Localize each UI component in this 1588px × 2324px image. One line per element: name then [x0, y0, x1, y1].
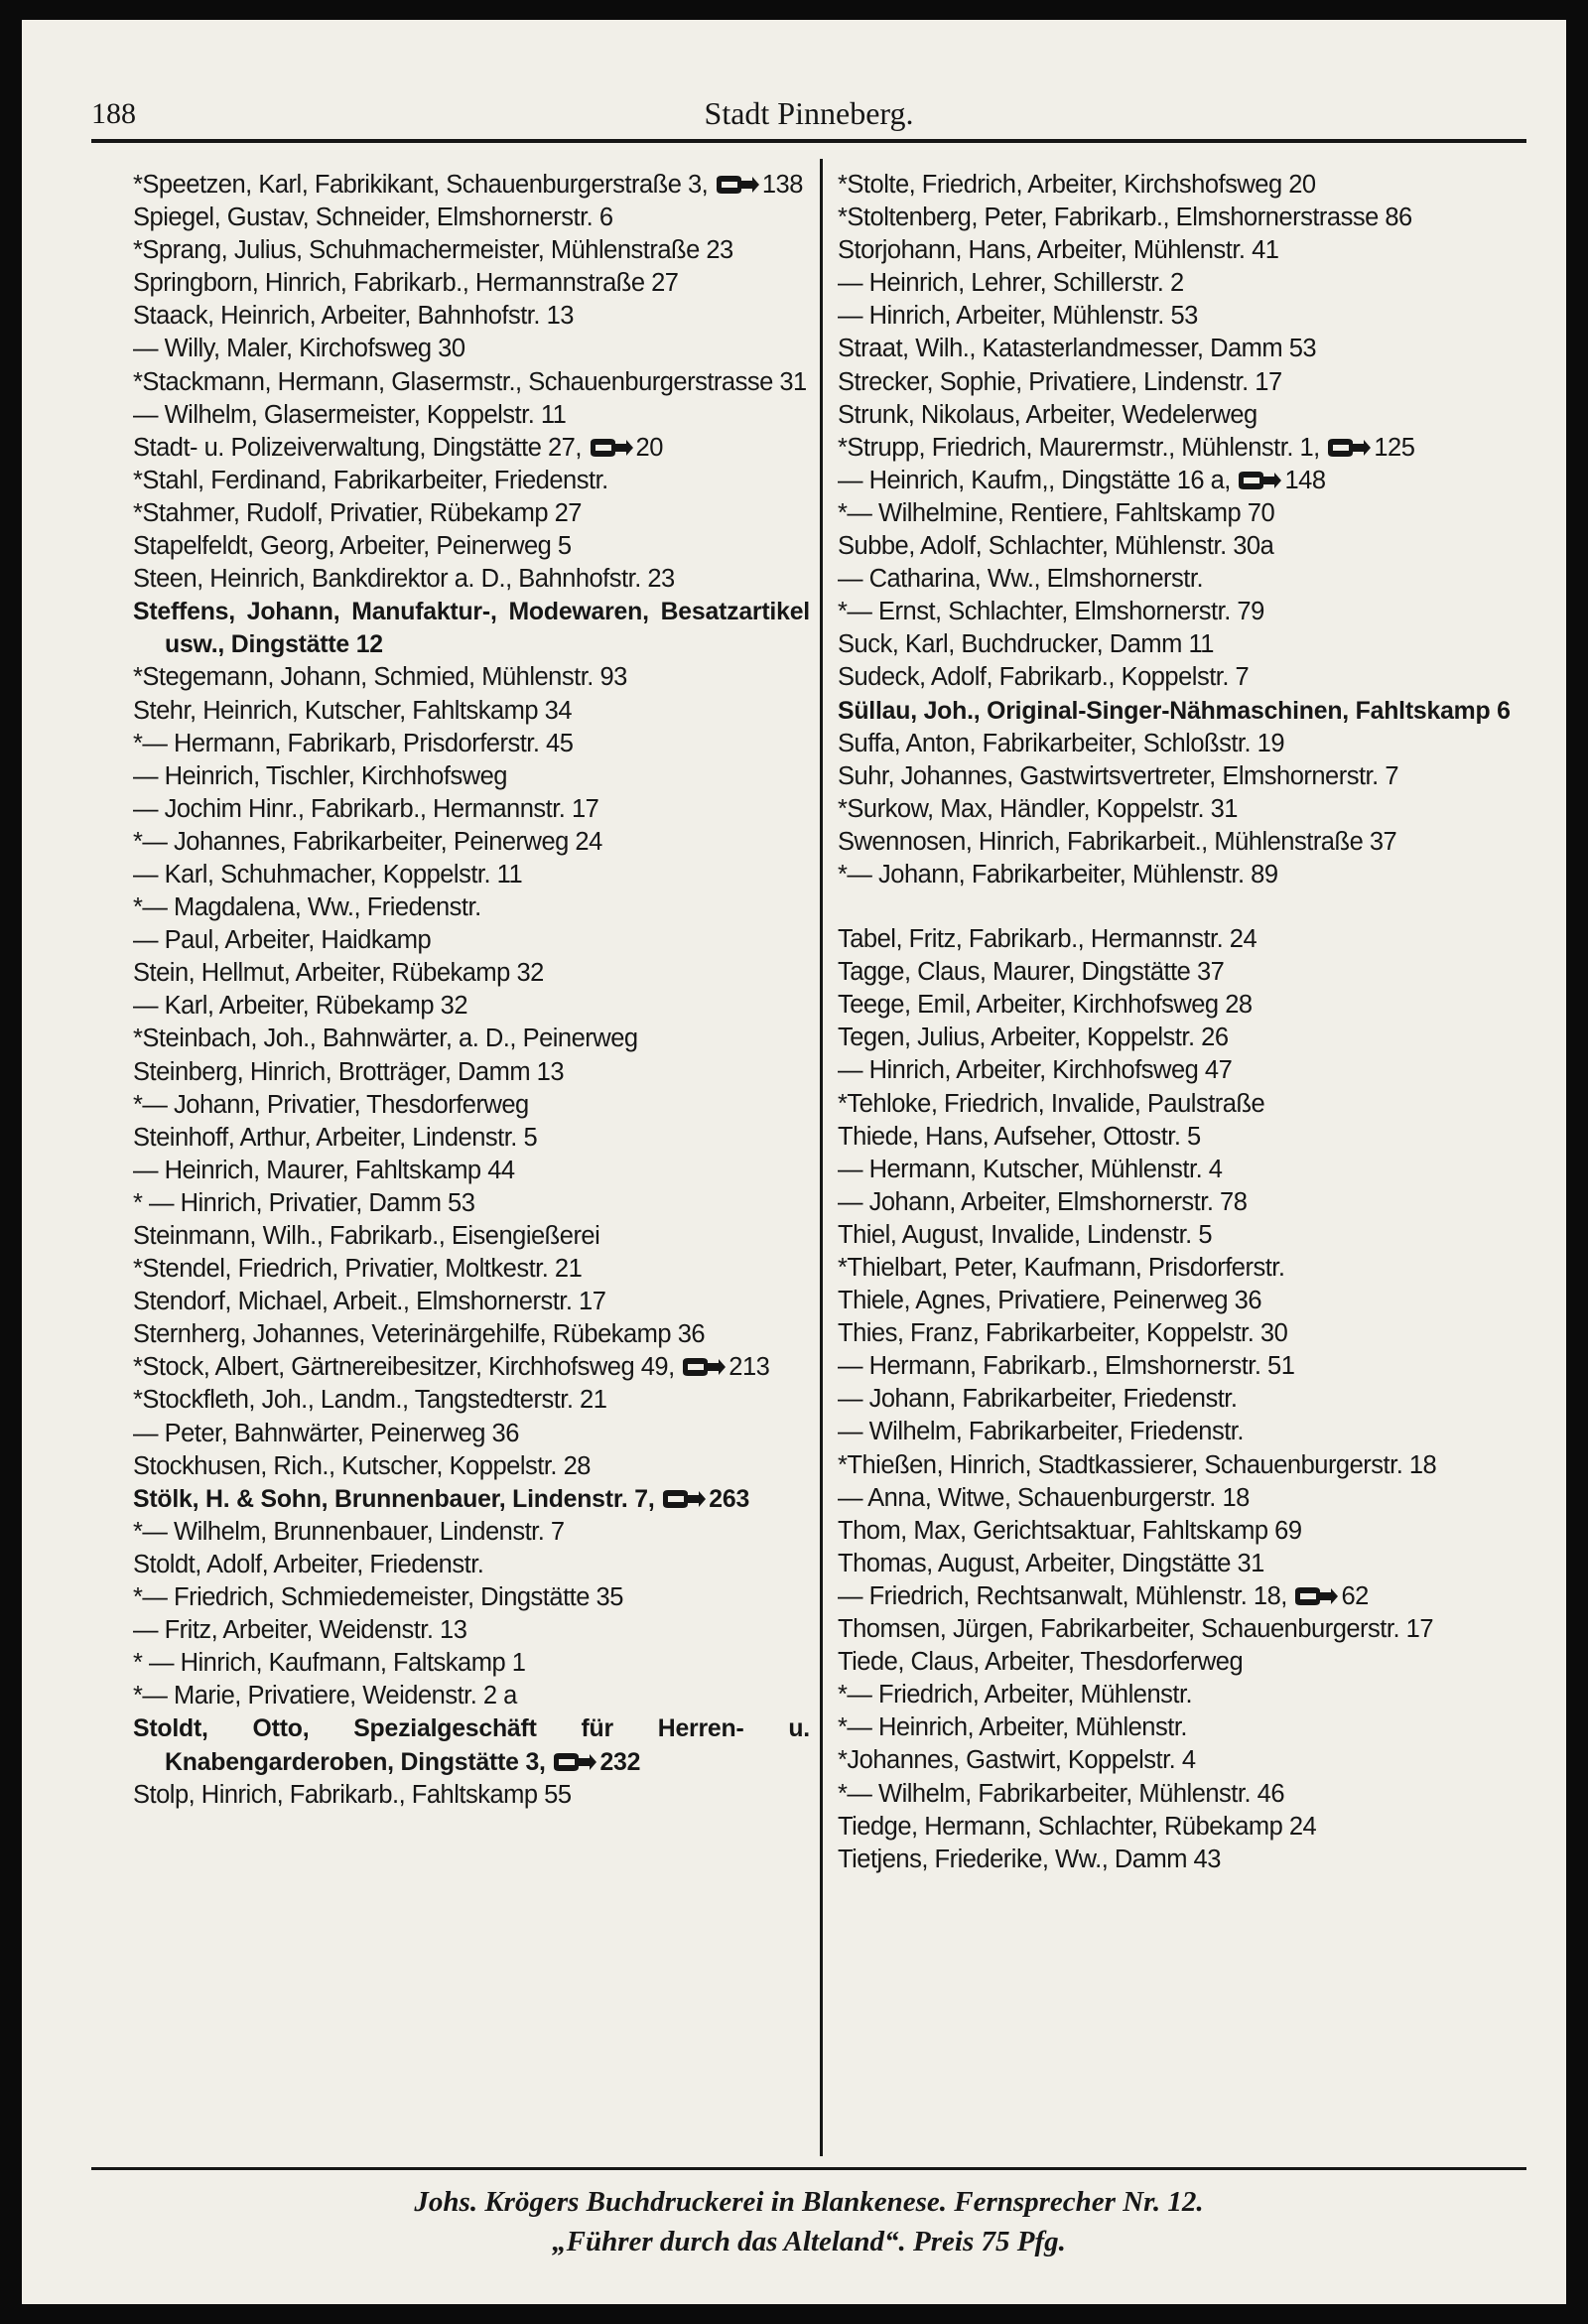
directory-entry: [133, 1023, 810, 1055]
entry-text: — Heinrich, Tischler, Kirchhofsweg: [133, 761, 507, 790]
directory-entry: [838, 169, 1522, 202]
footer-advertisement: Johs. Krögers Buchdruckerei in Blankenese. Fernsprecher Nr. 12.: [414, 2186, 1204, 2218]
directory-entry: [838, 1416, 1522, 1448]
entry-text: *Steinbach, Joh., Bahnwärter, a. D., Peinerweg: [133, 1025, 638, 1053]
entry-text: — Peter, Bahnwärter, Peinerweg 36: [133, 1419, 519, 1447]
entry-text: *— Friedrich, Arbeiter, Mühlenstr.: [838, 1681, 1193, 1709]
right-entries: [838, 169, 1522, 1876]
entry-text: *— Johannes, Fabrikarbeiter, Peinerweg 24: [133, 827, 602, 856]
entry-text: Storjohann, Hans, Arbeiter, Mühlenstr. 41: [838, 236, 1279, 265]
directory-entry: [133, 990, 810, 1023]
directory-entry: [133, 1418, 810, 1450]
telephone-hand-pointer-icon: [681, 1356, 727, 1378]
directory-entry: [838, 1219, 1522, 1252]
telephone-hand-pointer-icon: [1237, 470, 1282, 491]
entry-text: Sudeck, Adolf, Fabrikarb., Koppelstr. 7: [838, 663, 1250, 692]
footer-rule: [91, 2167, 1526, 2170]
entry-text: Straat, Wilh., Katasterlandmesser, Damm 53: [838, 335, 1317, 363]
directory-entry: [133, 728, 810, 760]
entry-text: Springborn, Hinrich, Fabrikarb., Hermannstraße 27: [133, 269, 679, 298]
directory-entry: [133, 497, 810, 530]
entry-text: — Catharina, Ww., Elmshornerstr.: [838, 565, 1204, 594]
phone-number: 213: [728, 1353, 770, 1382]
directory-entry: [133, 1056, 810, 1089]
directory-entry: [838, 1744, 1522, 1777]
entry-text: — Anna, Witwe, Schauenburgerstr. 18: [838, 1483, 1250, 1512]
directory-entry: [133, 1253, 810, 1286]
entry-text: — Hinrich, Arbeiter, Kirchhofsweg 47: [838, 1056, 1233, 1085]
directory-entry: [838, 202, 1522, 234]
entry-text: *Stoltenberg, Peter, Fabrikarb., Elmshornerstrasse 86: [838, 204, 1412, 232]
entry-text: Suffa, Anton, Fabrikarbeiter, Schloßstr. 19: [838, 729, 1285, 757]
directory-entry: [838, 1317, 1522, 1350]
entry-text: Steinberg, Hinrich, Brotträger, Damm 13: [133, 1057, 565, 1086]
right-column: [838, 169, 1522, 2154]
entry-text: — Friedrich, Rechtsanwalt, Mühlenstr. 18,: [838, 1581, 1287, 1610]
entry-text: *Stegemann, Johann, Schmied, Mühlenstr. 93: [133, 663, 627, 692]
directory-entry: [838, 1383, 1522, 1416]
entry-text: *— Heinrich, Arbeiter, Mühlenstr.: [838, 1713, 1187, 1742]
entry-text: *— Hermann, Fabrikarb, Prisdorferstr. 45: [133, 729, 574, 757]
directory-entry: [838, 366, 1522, 399]
entry-text: Thom, Max, Gerichtsaktuar, Fahltskamp 69: [838, 1516, 1302, 1545]
entry-text: — Hermann, Fabrikarb., Elmshornerstr. 51: [838, 1352, 1295, 1381]
directory-entry: [133, 1614, 810, 1647]
directory-entry: [838, 628, 1522, 661]
telephone-hand-pointer-icon: [661, 1488, 707, 1510]
entry-text: — Heinrich, Maurer, Fahltskamp 44: [133, 1156, 515, 1184]
directory-entry: [838, 300, 1522, 333]
entry-text: *Thießen, Hinrich, Stadtkassierer, Schauenburgerstr. 18: [838, 1450, 1437, 1479]
directory-entry: [133, 1450, 810, 1483]
directory-page: [22, 20, 1566, 2304]
entry-text: — Wilhelm, Fabrikarbeiter, Friedenstr.: [838, 1418, 1244, 1446]
entry-text: Suhr, Johannes, Gastwirtsvertreter, Elmshornerstr. 7: [838, 761, 1398, 790]
directory-entry: [838, 1022, 1522, 1054]
left-entries: [133, 169, 810, 1812]
directory-entry: [133, 399, 810, 432]
directory-entry: [133, 596, 810, 661]
directory-entry: [838, 826, 1522, 859]
directory-entry: [838, 1515, 1522, 1548]
directory-entry: [133, 267, 810, 300]
entry-text: — Wilhelm, Glasermeister, Koppelstr. 11: [133, 400, 567, 429]
directory-entry: [133, 1712, 810, 1778]
entry-text: — Karl, Schuhmacher, Koppelstr. 11: [133, 860, 523, 889]
directory-entry: [838, 793, 1522, 826]
directory-entry: [133, 432, 810, 465]
directory-entry: [133, 1318, 810, 1351]
entry-text: Steinhoff, Arthur, Arbeiter, Lindenstr. 5: [133, 1123, 538, 1152]
directory-entry: [838, 760, 1522, 793]
page-title: Stadt Pinneberg.: [704, 95, 914, 131]
directory-entry: [133, 530, 810, 563]
directory-entry: [133, 1647, 810, 1680]
entry-text: Steinmann, Wilh., Fabrikarb., Eisengießerei: [133, 1222, 600, 1250]
directory-entry: [838, 1154, 1522, 1186]
entry-text: Spiegel, Gustav, Schneider, Elmshornerstr. 6: [133, 204, 613, 232]
directory-entry: [133, 1680, 810, 1712]
directory-entry: [133, 1549, 810, 1581]
directory-entry: [133, 234, 810, 267]
entry-text: — Fritz, Arbeiter, Weidenstr. 13: [133, 1616, 467, 1645]
directory-entry: [838, 1548, 1522, 1580]
directory-entry: [133, 1155, 810, 1187]
telephone-hand-pointer-icon: [589, 437, 634, 459]
entry-text: *— Wilhelmine, Rentiere, Fahltskamp 70: [838, 498, 1275, 527]
entry-text: Stapelfeldt, Georg, Arbeiter, Peinerweg 5: [133, 532, 572, 561]
directory-entry: [838, 1778, 1522, 1811]
directory-entry: [838, 563, 1522, 596]
directory-entry: [133, 859, 810, 891]
entry-text: — Heinrich, Kaufm,, Dingstätte 16 a,: [838, 466, 1231, 494]
directory-entry: [838, 989, 1522, 1022]
entry-text: Tabel, Fritz, Fabrikarb., Hermannstr. 24: [838, 925, 1257, 954]
entry-text: *— Magdalena, Ww., Friedenstr.: [133, 893, 481, 922]
column-divider: [820, 159, 823, 2156]
directory-entry: [133, 695, 810, 728]
entry-text: Teege, Emil, Arbeiter, Kirchhofsweg 28: [838, 991, 1253, 1020]
entry-text: Tagge, Claus, Maurer, Dingstätte 37: [838, 958, 1225, 987]
entry-text: *Stackmann, Hermann, Glasermstr., Schauenburgerstrasse 31: [133, 367, 807, 396]
entry-text: *— Friedrich, Schmiedemeister, Dingstätte 35: [133, 1583, 623, 1612]
entry-text: Staack, Heinrich, Arbeiter, Bahnhofstr. 13: [133, 302, 574, 331]
entry-text: Thiel, August, Invalide, Lindenstr. 5: [838, 1220, 1212, 1249]
directory-entry: [838, 1679, 1522, 1711]
directory-entry: [838, 1646, 1522, 1679]
directory-entry: [133, 1516, 810, 1549]
entry-text: *— Marie, Privatiere, Weidenstr. 2 a: [133, 1682, 517, 1710]
entry-text: — Paul, Arbeiter, Haidkamp: [133, 926, 432, 955]
directory-entry: [133, 1089, 810, 1122]
directory-entry: [838, 234, 1522, 267]
entry-text: Stein, Hellmut, Arbeiter, Rübekamp 32: [133, 959, 544, 988]
entry-text: — Willy, Maler, Kirchofsweg 30: [133, 335, 465, 363]
entry-text: *Speetzen, Karl, Fabrikikant, Schauenburgerstraße 3,: [133, 171, 709, 199]
directory-entry: [838, 923, 1522, 956]
directory-entry: [838, 267, 1522, 300]
directory-entry: [133, 793, 810, 826]
directory-entry: [838, 333, 1522, 365]
directory-entry: [133, 1286, 810, 1318]
directory-entry: [838, 956, 1522, 989]
directory-entry: [133, 891, 810, 924]
directory-entry: [133, 300, 810, 333]
directory-entry: [133, 760, 810, 793]
entry-text: *— Wilhelm, Fabrikarbeiter, Mühlenstr. 46: [838, 1779, 1285, 1808]
entry-text: Steffens, Johann, Manufaktur-, Modewaren, Besatzartikel usw., Dingstätte 12: [133, 599, 810, 659]
entry-text: *Strupp, Friedrich, Maurermstr., Mühlenstr. 1,: [838, 433, 1320, 462]
entry-text: Thiele, Agnes, Privatiere, Peinerweg 36: [838, 1287, 1261, 1315]
entry-text: Swennosen, Hinrich, Fabrikarbeit., Mühlenstraße 37: [838, 827, 1397, 856]
directory-entry: [133, 957, 810, 990]
footer-book-advertisement: „Führer durch das Alteland“. Preis 75 Pfg.: [552, 2226, 1066, 2257]
phone-number: 138: [761, 171, 803, 199]
entry-text: — Johann, Arbeiter, Elmshornerstr. 78: [838, 1187, 1248, 1216]
telephone-hand-pointer-icon: [715, 174, 760, 196]
entry-text: Thomsen, Jürgen, Fabrikarbeiter, Schauenburgerstr. 17: [838, 1615, 1434, 1644]
directory-entry: [838, 1711, 1522, 1744]
entry-text: *— Wilhelm, Brunnenbauer, Lindenstr. 7: [133, 1517, 565, 1546]
directory-entry: [133, 1220, 810, 1253]
directory-entry: [838, 1613, 1522, 1646]
directory-entry: [838, 695, 1522, 728]
directory-entry: [133, 1187, 810, 1220]
directory-entry: [133, 1122, 810, 1155]
directory-entry: [838, 1186, 1522, 1219]
phone-number: 263: [709, 1485, 750, 1513]
entry-text: *Stock, Albert, Gärtnereibesitzer, Kirchhofsweg 49,: [133, 1353, 675, 1382]
entry-text: *Stahl, Ferdinand, Fabrikarbeiter, Friedenstr.: [133, 466, 608, 494]
entry-text: Strunk, Nikolaus, Arbeiter, Wedelerweg: [838, 400, 1257, 429]
directory-entry: [133, 465, 810, 497]
directory-entry: [838, 1252, 1522, 1285]
directory-entry: [838, 399, 1522, 432]
entry-text: *— Ernst, Schlachter, Elmshornerstr. 79: [838, 598, 1264, 626]
directory-entry: [838, 596, 1522, 628]
entry-text: *Sprang, Julius, Schuhmachermeister, Mühlenstraße 23: [133, 236, 733, 265]
entry-text: — Johann, Fabrikarbeiter, Friedenstr.: [838, 1385, 1238, 1414]
telephone-hand-pointer-icon: [1326, 437, 1372, 459]
page-footer: [91, 2182, 1526, 2261]
directory-entry: [133, 1779, 810, 1812]
directory-entry: [838, 1580, 1522, 1613]
entry-text: Tiedge, Hermann, Schlachter, Rübekamp 24: [838, 1812, 1317, 1841]
directory-entry: [838, 432, 1522, 465]
entry-text: Stoldt, Adolf, Arbeiter, Friedenstr.: [133, 1550, 484, 1578]
directory-entry: [838, 497, 1522, 530]
entry-text: Tegen, Julius, Arbeiter, Koppelstr. 26: [838, 1024, 1229, 1052]
directory-entry: [133, 1384, 810, 1417]
entry-text: — Heinrich, Lehrer, Schillerstr. 2: [838, 269, 1184, 298]
phone-number: 232: [599, 1748, 641, 1776]
directory-entry: [838, 1121, 1522, 1154]
entry-text: Stehr, Heinrich, Kutscher, Fahltskamp 34: [133, 696, 573, 725]
directory-entry: [133, 661, 810, 694]
directory-entry: [133, 1483, 810, 1516]
page-number: 188: [91, 97, 136, 130]
entry-text: * — Hinrich, Kaufmann, Faltskamp 1: [133, 1649, 526, 1678]
directory-entry: [838, 465, 1522, 497]
directory-entry: [838, 1088, 1522, 1121]
directory-entry: [838, 1449, 1522, 1482]
header-rule: [91, 139, 1526, 143]
directory-entry: [838, 661, 1522, 694]
phone-number: 20: [635, 433, 663, 462]
directory-entry: [133, 1351, 810, 1384]
directory-entry: [133, 924, 810, 957]
entry-text: *Thielbart, Peter, Kaufmann, Prisdorferstr.: [838, 1254, 1285, 1282]
directory-entry: [133, 202, 810, 234]
entry-text: — Hermann, Kutscher, Mühlenstr. 4: [838, 1155, 1223, 1183]
entry-text: Subbe, Adolf, Schlachter, Mühlenstr. 30a: [838, 532, 1274, 561]
entry-text: Thies, Franz, Fabrikarbeiter, Koppelstr. 30: [838, 1319, 1288, 1348]
directory-entry: [838, 1285, 1522, 1317]
entry-text: Tietjens, Friederike, Ww., Damm 43: [838, 1845, 1221, 1873]
directory-entry: [838, 728, 1522, 760]
entry-text: * — Hinrich, Privatier, Damm 53: [133, 1188, 475, 1217]
entry-text: — Jochim Hinr., Fabrikarb., Hermannstr. 17: [133, 794, 599, 823]
directory-entry: [838, 1482, 1522, 1515]
entry-text: *Stahmer, Rudolf, Privatier, Rübekamp 27: [133, 498, 582, 527]
directory-entry: [838, 859, 1522, 891]
directory-entry: [838, 1811, 1522, 1844]
directory-entry: [133, 366, 810, 399]
entry-text: *— Johann, Privatier, Thesdorferweg: [133, 1090, 529, 1119]
entry-text: Stölk, H. & Sohn, Brunnenbauer, Lindenstr. 7,: [133, 1485, 655, 1513]
directory-entry: [838, 1054, 1522, 1087]
entry-text: Suck, Karl, Buchdrucker, Damm 11: [838, 630, 1214, 659]
entry-text: Stoldt, Otto, Spezialgeschäft für Herren- u. Knabengarderoben, Dingstätte 3,: [133, 1715, 810, 1776]
directory-entry: [838, 530, 1522, 563]
page-header: [91, 77, 1526, 141]
entry-text: *Stendel, Friedrich, Privatier, Moltkestr. 21: [133, 1255, 583, 1284]
entry-text: *Tehloke, Friedrich, Invalide, Paulstraße: [838, 1089, 1265, 1118]
entry-text: *Johannes, Gastwirt, Koppelstr. 4: [838, 1746, 1196, 1775]
entry-text: Thiede, Hans, Aufseher, Ottostr. 5: [838, 1122, 1201, 1151]
entry-text: Stendorf, Michael, Arbeit., Elmshornerstr. 17: [133, 1288, 606, 1316]
telephone-hand-pointer-icon: [1293, 1585, 1339, 1607]
directory-entry: [133, 333, 810, 365]
phone-number: 148: [1284, 466, 1326, 494]
entry-text: Sternherg, Johannes, Veterinärgehilfe, Rübekamp 36: [133, 1320, 706, 1349]
entry-text: Stadt- u. Polizeiverwaltung, Dingstätte 27,: [133, 433, 582, 462]
entry-text: Steen, Heinrich, Bankdirektor a. D., Bahnhofstr. 23: [133, 565, 675, 594]
directory-entry: [133, 826, 810, 859]
directory-entry: [133, 563, 810, 596]
left-column: [133, 169, 810, 2154]
entry-text: Strecker, Sophie, Privatiere, Lindenstr. 17: [838, 367, 1282, 396]
phone-number: 125: [1374, 433, 1415, 462]
directory-entry: [133, 1581, 810, 1614]
entry-text: Süllau, Joh., Original-Singer-Nähmaschinen, Fahltskamp 6: [838, 697, 1511, 725]
directory-entry: [838, 1350, 1522, 1383]
entry-text: Thomas, August, Arbeiter, Dingstätte 31: [838, 1549, 1264, 1577]
telephone-hand-pointer-icon: [552, 1751, 597, 1773]
entry-text: *Stolte, Friedrich, Arbeiter, Kirchshofsweg 20: [838, 171, 1316, 199]
entry-text: — Karl, Arbeiter, Rübekamp 32: [133, 992, 468, 1021]
directory-entry: [133, 169, 810, 202]
phone-number: 62: [1341, 1581, 1369, 1610]
entry-text: *Surkow, Max, Händler, Koppelstr. 31: [838, 794, 1238, 823]
entry-text: *Stockfleth, Joh., Landm., Tangstedterstr. 21: [133, 1386, 607, 1415]
entry-text: Tiede, Claus, Arbeiter, Thesdorferweg: [838, 1648, 1244, 1677]
entry-text: *— Johann, Fabrikarbeiter, Mühlenstr. 89: [838, 860, 1278, 889]
entry-text: — Hinrich, Arbeiter, Mühlenstr. 53: [838, 302, 1198, 331]
entry-text: Stolp, Hinrich, Fabrikarb., Fahltskamp 55: [133, 1780, 572, 1809]
directory-entry: [838, 1844, 1522, 1876]
entry-text: Stockhusen, Rich., Kutscher, Koppelstr. 28: [133, 1451, 591, 1480]
